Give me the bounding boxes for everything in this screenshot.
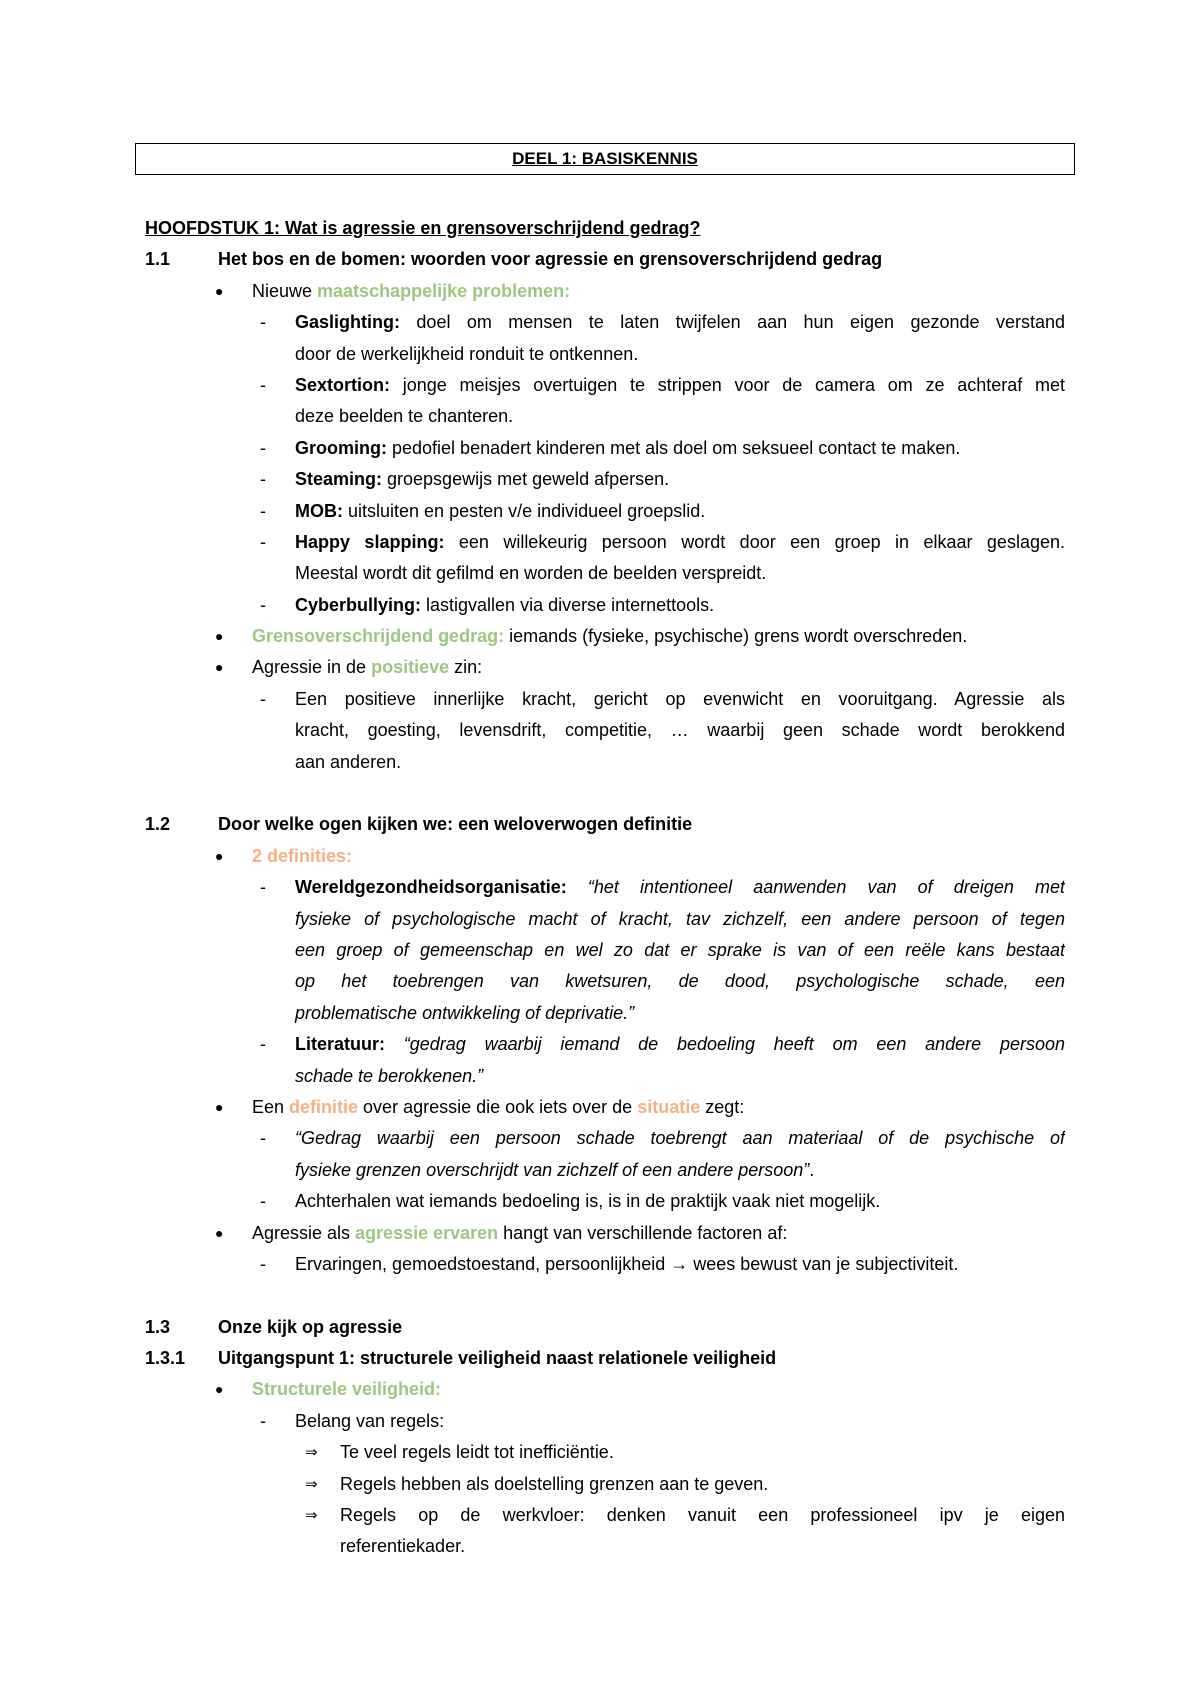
arrow-text: Regels op de werkvloer: denken vanuit een professioneel ipv je eigen	[340, 1505, 1065, 1526]
bullet-item	[145, 1374, 1065, 1405]
dash-item-happy-slapping	[145, 527, 1065, 558]
bullet-text: zegt:	[700, 1096, 745, 1117]
dash-item	[145, 1186, 1065, 1217]
dash-icon: -	[260, 1128, 266, 1149]
arrow-item	[145, 1437, 1065, 1468]
term: Cyberbullying:	[295, 594, 422, 615]
term: Happy slapping:	[295, 531, 445, 552]
section-title: Het bos en de bomen: woorden voor agressie en grensoverschrijdend gedrag	[218, 249, 883, 270]
bullet-text: iemands (fysieke, psychische) grens wordt overschreden.	[504, 626, 968, 647]
highlight-text: Structurele veiligheid:	[252, 1379, 442, 1400]
highlight-text: 2 definities:	[252, 845, 353, 866]
term: Steaming:	[295, 469, 383, 490]
dash-item	[145, 684, 1065, 715]
bullet-item	[145, 621, 1065, 652]
definition: pedofiel benadert kinderen met als doel om seksueel contact te maken.	[387, 437, 961, 458]
term: Wereldgezondheidsorganisatie:	[295, 877, 567, 898]
continuation-line: deze beelden te chanteren.	[295, 406, 514, 427]
bullet-item	[145, 276, 1065, 307]
continuation-line	[145, 1155, 1065, 1186]
bullet-item	[145, 841, 1065, 872]
term: Literatuur:	[295, 1034, 385, 1055]
definition: lastigvallen via diverse internettools.	[421, 594, 715, 615]
section-number: 1.3	[145, 1316, 171, 1337]
document-body	[145, 213, 1065, 1563]
term: Grooming:	[295, 437, 387, 458]
dash-icon: -	[260, 437, 266, 458]
section-1-3-heading	[145, 1312, 1065, 1343]
bullet-icon: ●	[215, 1381, 224, 1398]
part-title: DEEL 1: BASISKENNIS	[135, 143, 1075, 175]
dash-item	[145, 1249, 1065, 1280]
definition: uitsluiten en pesten v/e individueel groepslid.	[343, 500, 706, 521]
continuation-line: aan anderen.	[295, 751, 402, 772]
term: Sextortion:	[295, 374, 391, 395]
dash-item	[145, 1123, 1065, 1154]
dash-icon: -	[260, 374, 266, 395]
section-title: Uitgangspunt 1: structurele veiligheid naast relationele veiligheid	[218, 1348, 777, 1369]
section-1-3-1-heading	[145, 1343, 1065, 1374]
section-number: 1.3.1	[145, 1348, 186, 1369]
bullet-icon: ●	[215, 1224, 224, 1241]
dash-icon: -	[260, 1410, 266, 1431]
quote: “het intentioneel aanwenden van of dreigen met	[566, 877, 1065, 898]
dash-item-sextortion	[145, 370, 1065, 401]
quote: fysieke grenzen overschrijdt van zichzelf of een andere persoon”	[295, 1159, 810, 1180]
dash-icon: -	[260, 1253, 266, 1274]
arrow-text: Regels hebben als doelstelling grenzen aan te geven.	[340, 1473, 769, 1494]
arrow-item	[145, 1500, 1065, 1531]
bullet-text: Nieuwe	[252, 280, 318, 301]
dash-icon: -	[260, 531, 266, 552]
dash-icon: -	[260, 1191, 266, 1212]
continuation-line: Meestal wordt dit gefilmd en worden de beelden verspreidt.	[295, 563, 767, 584]
bullet-text: Agressie als	[252, 1222, 356, 1243]
bullet-icon: ●	[215, 1098, 224, 1115]
continuation-line: schade te berokkenen.”	[295, 1065, 484, 1086]
dash-icon: -	[260, 1034, 266, 1055]
dash-icon: -	[260, 500, 266, 521]
dash-text: Achterhalen wat iemands bedoeling is, is in de praktijk vaak niet mogelijk.	[295, 1191, 881, 1212]
section-title: Onze kijk op agressie	[218, 1316, 403, 1337]
term: MOB:	[295, 500, 343, 521]
chapter-title: HOOFDSTUK 1: Wat is agressie en grensoverschrijdend gedrag?	[145, 218, 701, 238]
term: Gaslighting:	[295, 312, 400, 333]
dash-icon: -	[260, 469, 266, 490]
bullet-icon: ●	[215, 659, 224, 676]
bullet-text: zin:	[449, 657, 483, 678]
highlight-text: maatschappelijke problemen:	[317, 280, 571, 301]
continuation-line: een groep of gemeenschap en wel zo dat er sprake is van of een reële kans bestaat	[295, 939, 1065, 960]
section-number: 1.1	[145, 249, 171, 270]
bullet-item	[145, 652, 1065, 683]
section-1-2-heading	[145, 809, 1065, 840]
continuation-line: problematische ontwikkeling of deprivatie.”	[295, 1002, 635, 1023]
highlight-text: Grensoverschrijdend gedrag:	[252, 626, 505, 647]
punctuation: .	[809, 1159, 815, 1180]
bullet-item	[145, 1218, 1065, 1249]
bullet-text: Agressie in de	[252, 657, 372, 678]
definition: jonge meisjes overtuigen te strippen voor de camera om ze achteraf met	[390, 374, 1065, 395]
highlight-text: agressie ervaren	[355, 1222, 499, 1243]
dash-item-gaslighting	[145, 307, 1065, 338]
dash-icon: -	[260, 594, 266, 615]
bullet-text: hangt van verschillende factoren af:	[498, 1222, 788, 1243]
highlight-text: definitie	[289, 1096, 359, 1117]
continuation-line: fysieke of psychologische macht of kracht, tav zichzelf, een andere persoon of tegen	[295, 908, 1065, 929]
bullet-text: Een	[252, 1096, 290, 1117]
highlight-text: positieve	[371, 657, 450, 678]
bullet-item	[145, 1092, 1065, 1123]
highlight-text: situatie	[637, 1096, 701, 1117]
dash-item-cyberbullying	[145, 590, 1065, 621]
dash-item-mob	[145, 496, 1065, 527]
continuation-line: kracht, goesting, levensdrift, competitie, … waarbij geen schade wordt berokkend	[295, 720, 1065, 741]
arrow-icon: ⇒	[305, 1507, 318, 1525]
dash-item-literatuur	[145, 1029, 1065, 1060]
bullet-icon: ●	[215, 847, 224, 864]
section-title: Door welke ogen kijken we: een weloverwogen definitie	[218, 814, 693, 835]
continuation-line: op het toebrengen van kwetsuren, de dood, psychologische schade, een	[295, 971, 1065, 992]
dash-icon: -	[260, 312, 266, 333]
bullet-icon: ●	[215, 628, 224, 645]
arrow-icon: ⇒	[305, 1475, 318, 1493]
dash-item	[145, 1406, 1065, 1437]
dash-text: Belang van regels:	[295, 1410, 445, 1431]
quote: “gedrag waarbij iemand de bedoeling heeft om een andere persoon	[385, 1034, 1065, 1055]
arrow-item	[145, 1469, 1065, 1500]
dash-text: Ervaringen, gemoedstoestand, persoonlijkheid → wees bewust van je subjectiviteit.	[295, 1253, 959, 1274]
dash-item-steaming	[145, 464, 1065, 495]
continuation-line: door de werkelijkheid ronduit te ontkennen.	[295, 343, 639, 364]
dash-text: Een positieve innerlijke kracht, gericht op evenwicht en vooruitgang. Agressie als	[295, 688, 1065, 709]
continuation-line: referentiekader.	[340, 1536, 466, 1557]
quote: “Gedrag waarbij een persoon schade toebrengt aan materiaal of de psychische of	[295, 1128, 1065, 1149]
section-1-1-heading	[145, 244, 1065, 275]
dash-item-grooming	[145, 433, 1065, 464]
bullet-text: over agressie die ook iets over de	[358, 1096, 638, 1117]
arrow-text: Te veel regels leidt tot inefficiëntie.	[340, 1442, 614, 1463]
bullet-icon: ●	[215, 282, 224, 299]
dash-icon: -	[260, 688, 266, 709]
definition: groepsgewijs met geweld afpersen.	[382, 469, 670, 490]
definition: doel om mensen te laten twijfelen aan hun eigen gezonde verstand	[400, 312, 1065, 333]
dash-icon: -	[260, 877, 266, 898]
arrow-icon: ⇒	[305, 1444, 318, 1462]
definition: een willekeurig persoon wordt door een groep in elkaar geslagen.	[444, 531, 1065, 552]
section-number: 1.2	[145, 814, 171, 835]
dash-item-who	[145, 872, 1065, 903]
